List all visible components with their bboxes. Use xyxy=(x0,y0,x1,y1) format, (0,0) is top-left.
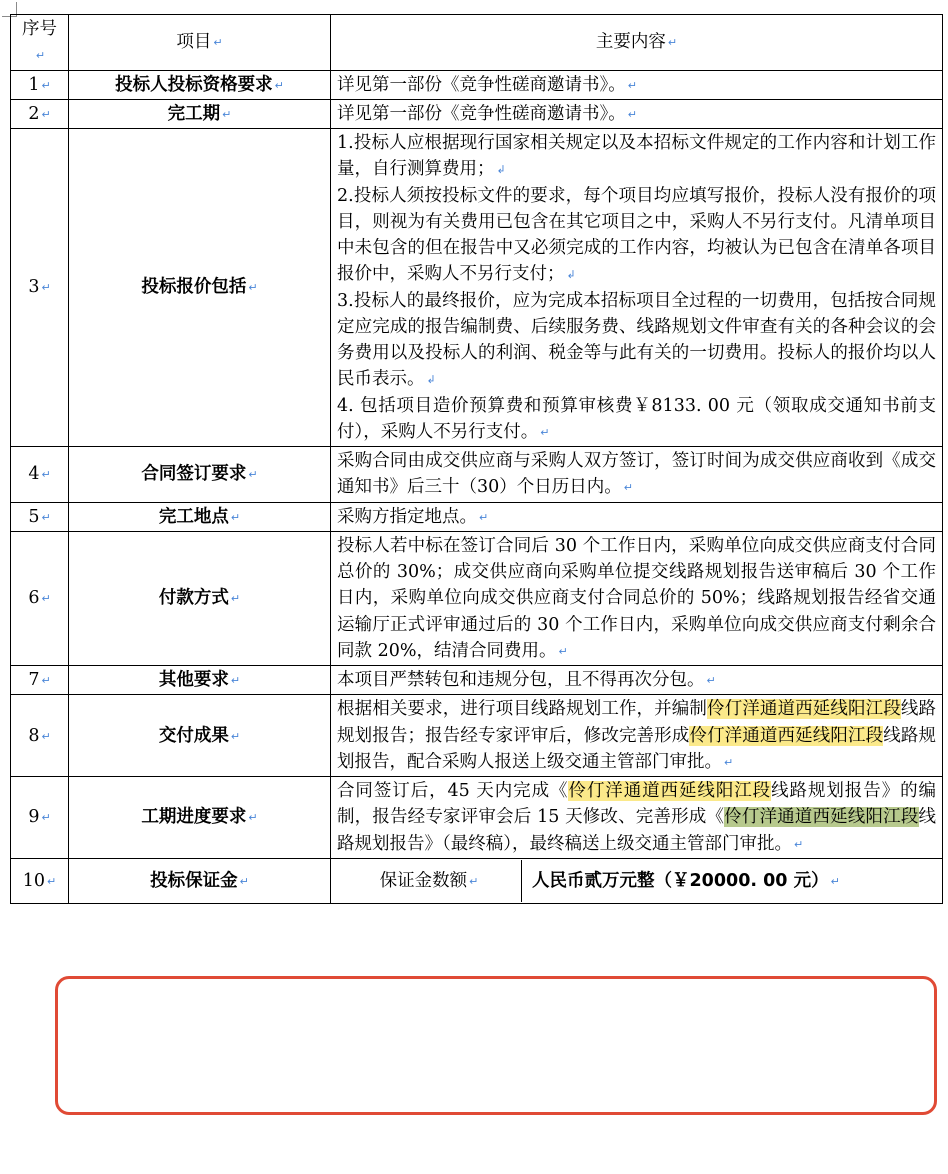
paragraph-mark-icon: ↵ xyxy=(41,592,51,606)
paragraph-mark-icon: ↵ xyxy=(248,281,258,295)
row-item: 投标报价包括 ↵ xyxy=(69,129,331,447)
row-content xyxy=(331,695,943,777)
paragraph-mark-icon: ↵ xyxy=(41,107,51,121)
row-content xyxy=(331,129,943,447)
table-row xyxy=(11,666,943,695)
line-break-icon: ↲ xyxy=(496,163,506,177)
line-break-icon: ↲ xyxy=(426,373,436,387)
paragraph-mark-icon: ↵ xyxy=(41,510,51,524)
row-number: 5 ↵ xyxy=(11,502,69,531)
header-row xyxy=(11,15,943,71)
paragraph-mark-icon: ↵ xyxy=(41,281,51,295)
deposit-amount: 人民币贰万元整（￥20000. 00 元） ↵ xyxy=(532,870,840,891)
paragraph-mark-icon: ↵ xyxy=(41,811,51,825)
paragraph-mark-icon: ↵ xyxy=(469,874,479,888)
row-content xyxy=(331,70,943,99)
paragraph-mark-icon: ↵ xyxy=(41,78,51,92)
row-item: 交付成果 ↵ xyxy=(69,695,331,777)
paragraph-mark-icon: ↵ xyxy=(540,425,550,439)
table-row xyxy=(11,502,943,531)
row-number: 3 ↵ xyxy=(11,129,69,447)
paragraph-mark-icon: ↵ xyxy=(248,468,258,482)
content-paragraph: 投标人若中标在签订合同后 30 个工作日内，采购单位向成交供应商支付合同总价的 30%；成交供应商向采购单位提交线路规划报告送审稿后 30 个工作日内，采购单位向成交供应商支付合同总价的 50%；线路规划报告经省交通运输厅正式评审通过后的 30 个工作日内，采购单位向成交供应商支付剩余合同款 20%，结清合同费用。 ↵ xyxy=(337,535,936,661)
header-item: 项目 ↵ xyxy=(69,15,331,71)
paragraph-mark-icon: ↵ xyxy=(41,729,51,743)
content-paragraph: 采购方指定地点。 ↵ xyxy=(337,506,489,527)
row-content xyxy=(331,531,943,665)
table-row xyxy=(11,858,943,903)
header-num: 序号↵ xyxy=(11,15,69,71)
content-paragraph xyxy=(337,696,936,775)
text-segment: 根据相关要求，进行项目线路规划工作，并编制 xyxy=(337,699,708,720)
paragraph-mark-icon: ↵ xyxy=(41,468,51,482)
row-item: 付款方式 ↵ xyxy=(69,531,331,665)
row-content xyxy=(331,447,943,503)
row-content xyxy=(331,666,943,695)
paragraph-mark-icon: ↵ xyxy=(248,811,258,825)
paragraph-mark-icon: ↵ xyxy=(627,107,637,121)
table-row xyxy=(11,531,943,665)
line-break-icon: ↲ xyxy=(566,268,576,282)
highlighted-project-name: 伶仃洋通道西延线阳江段 xyxy=(724,807,919,828)
paragraph-mark-icon: ↵ xyxy=(558,644,568,658)
row-item: 其他要求 ↵ xyxy=(69,666,331,695)
row-number: 4 ↵ xyxy=(11,447,69,503)
row-item: 工期进度要求 ↵ xyxy=(69,777,331,859)
text-segment: 线路规划报告》（最终稿），最终稿送上级交通主管部门审批。 xyxy=(337,807,936,854)
row-number: 7 ↵ xyxy=(11,666,69,695)
row-content xyxy=(331,777,943,859)
table-row xyxy=(11,99,943,128)
row-item: 投标保证金 ↵ xyxy=(69,858,331,903)
paragraph-mark-icon: ↵ xyxy=(230,510,241,524)
paragraph-mark-icon: ↵ xyxy=(794,837,804,851)
row-item: 完工期 ↵ xyxy=(69,99,331,128)
row-number: 2 ↵ xyxy=(11,99,69,128)
row-content xyxy=(331,99,943,128)
text-segment: 线路规划报告，配合采购人报送上级交通主管部门审批。 xyxy=(337,725,937,772)
highlighted-project-name: 伶仃洋通道西延线阳江段 xyxy=(707,699,901,720)
paragraph-mark-icon: ↵ xyxy=(274,78,284,92)
row-item: 合同签订要求 ↵ xyxy=(69,447,331,503)
requirements-table xyxy=(10,14,943,904)
table-row xyxy=(11,447,943,503)
table-body xyxy=(11,70,943,904)
content-paragraph xyxy=(337,778,936,857)
highlight-box xyxy=(55,976,937,1115)
text-segment: 线路规划报告》的编制，报告经专家评审会后 15 天修改、完善形成《 xyxy=(337,781,937,828)
content-paragraph: 2.投标人须按投标文件的要求，每个项目均应填写报价，投标人没有报价的项目，则视为有关费用已包含在其它项目之中，采购人不另行支付。凡清单项目中未包含的但在报告中又必须完成的工作内容，均被认为已包含在清单各项目报价中，采购人不另行支付； ↲ xyxy=(337,185,936,285)
row-item: 投标人投标资格要求 ↵ xyxy=(69,70,331,99)
content-paragraph: 采购合同由成交供应商与采购人双方签订，签订时间为成交供应商收到《成交通知书》后三十（30）个日历日内。 ↵ xyxy=(337,451,936,498)
text-segment: 线路规划报告；报告经专家评审后，修改完善形成 xyxy=(337,699,937,746)
row-item: 完工地点 ↵ xyxy=(69,502,331,531)
paragraph-mark-icon: ↵ xyxy=(230,592,241,606)
header-content: 主要内容 ↵ xyxy=(331,15,943,71)
paragraph-mark-icon: ↵ xyxy=(230,674,241,687)
row-number: 6 ↵ xyxy=(11,531,69,665)
highlighted-project-name: 伶仃洋通道西延线阳江段 xyxy=(689,725,884,746)
content-paragraph: 1.投标人应根据现行国家相关规定以及本招标文件规定的工作内容和计划工作量，自行测算费用； ↲ xyxy=(337,133,936,180)
table-row xyxy=(11,70,943,99)
table-row xyxy=(11,129,943,447)
paragraph-mark-icon: ↵ xyxy=(239,874,249,888)
row-number: 8 ↵ xyxy=(11,695,69,777)
text-segment: 合同签订后，45 天内完成《 xyxy=(337,781,569,801)
row-number: 9 ↵ xyxy=(11,777,69,859)
content-paragraph: 4. 包括项目造价预算费和预算审核费￥8133. 00 元（领取成交通知书前支付），采购人不另行支付。 ↵ xyxy=(337,395,936,442)
paragraph-mark-icon: ↵ xyxy=(41,674,51,687)
paragraph-mark-icon: ↵ xyxy=(479,510,489,524)
paragraph-mark-icon: ↵ xyxy=(623,481,633,495)
paragraph-mark-icon: ↵ xyxy=(724,755,734,769)
content-paragraph: 详见第一部份《竞争性磋商邀请书》。 ↵ xyxy=(337,74,637,95)
paragraph-mark-icon: ↵ xyxy=(830,874,840,888)
paragraph-mark-icon: ↵ xyxy=(47,874,57,888)
row-content-split xyxy=(331,858,943,903)
paragraph-mark-icon: ↵ xyxy=(706,674,716,687)
paragraph-mark-icon: ↵ xyxy=(230,729,241,743)
paragraph-mark-icon: ↵ xyxy=(222,107,232,121)
content-paragraph: 本项目严禁转包和违规分包，且不得再次分包。 ↵ xyxy=(337,670,716,690)
row-number: 10 ↵ xyxy=(11,858,69,903)
table-row xyxy=(11,695,943,777)
highlighted-project-name: 伶仃洋通道西延线阳江段 xyxy=(568,781,772,801)
content-paragraph: 3.投标人的最终报价，应为完成本招标项目全过程的一切费用，包括按合同规定应完成的报告编制费、后续服务费、线路规划文件审查有关的各种会议的会务费用以及投标人的利润、税金等与此有关的一切费用。投标人的报价均以人民币表示。 ↲ xyxy=(337,290,936,390)
table-row xyxy=(11,777,943,859)
row-content xyxy=(331,502,943,531)
paragraph-mark-icon: ↵ xyxy=(627,78,637,92)
deposit-label: 保证金数额 ↵ xyxy=(337,860,522,902)
content-paragraph: 详见第一部份《竞争性磋商邀请书》。 ↵ xyxy=(337,103,637,124)
row-number: 1 ↵ xyxy=(11,70,69,99)
